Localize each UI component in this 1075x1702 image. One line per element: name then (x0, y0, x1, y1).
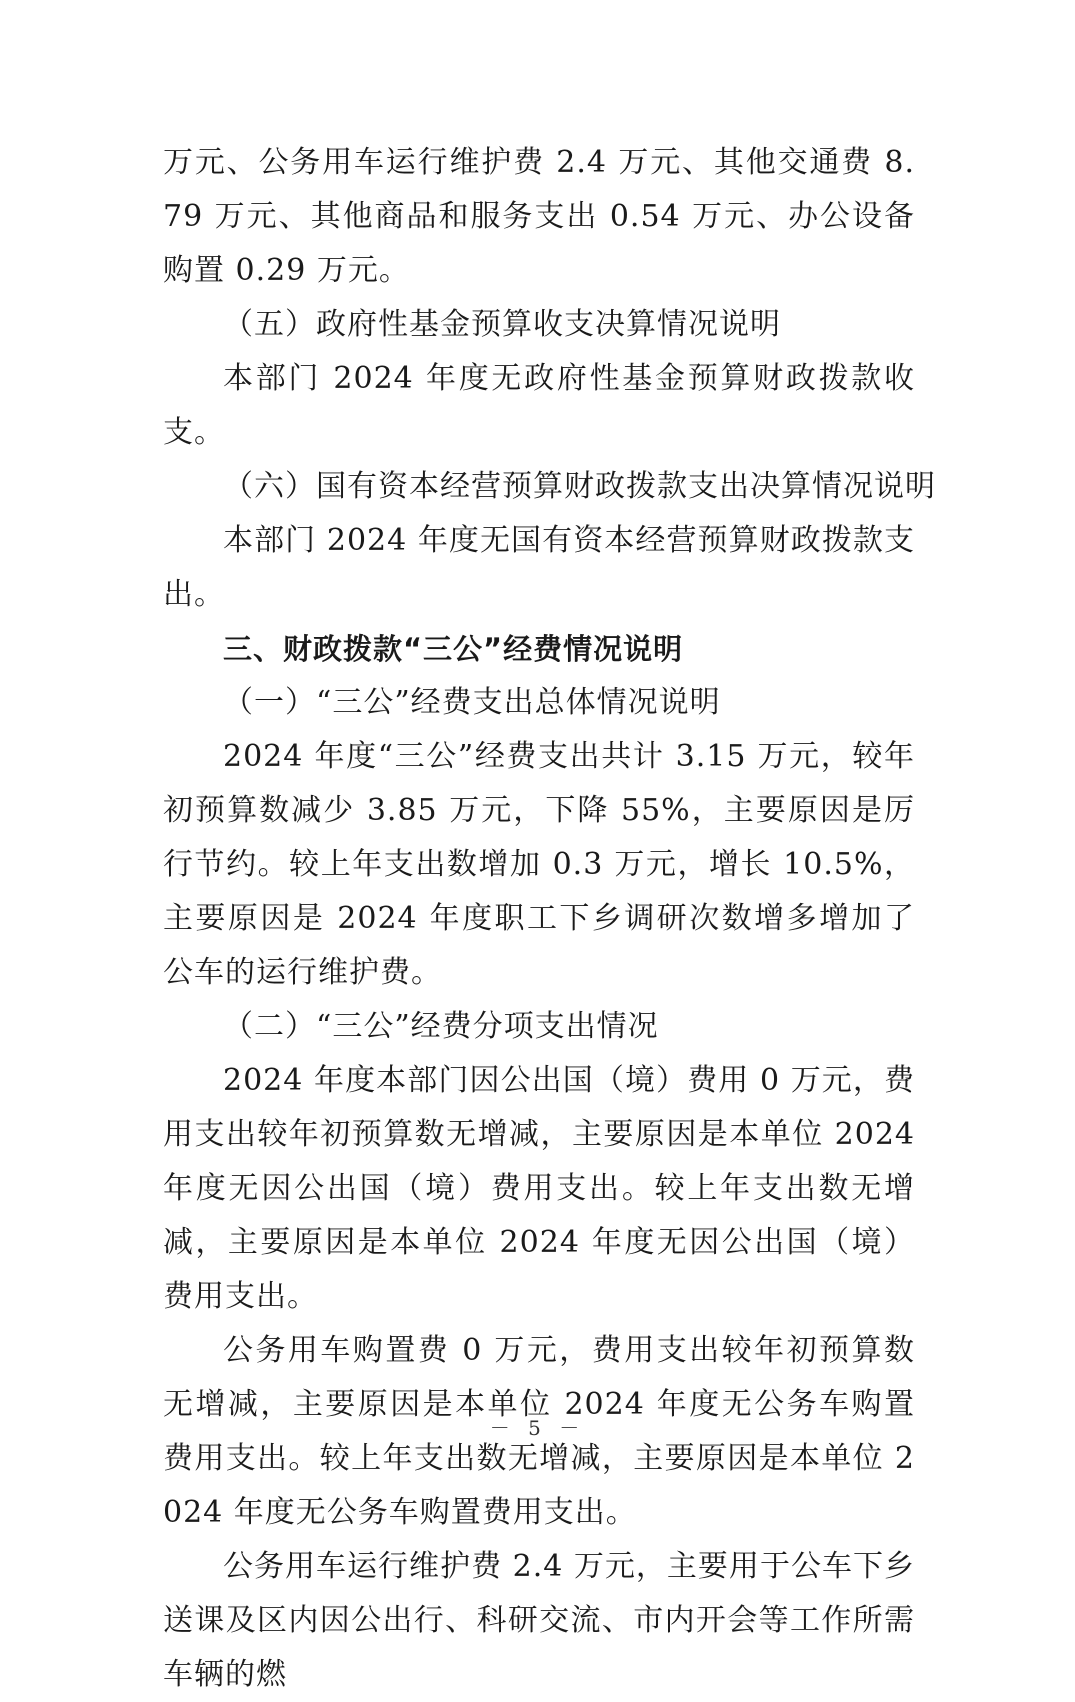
paragraph-government-fund-budget: 本部门 2024 年度无政府性基金预算财政拨款收支。 (163, 361, 915, 450)
paragraph-vehicle-maintenance: 公务用车运行维护费 2.4 万元，主要用于公车下乡送课及区内因公出行、科研交流、市内开会等工作所需车辆的燃 (163, 1549, 915, 1692)
page-number: － 5 － (489, 1416, 586, 1440)
subheading-state-capital-budget: （六）国有资本经营预算财政拨款支出决算情况说明 (223, 469, 936, 504)
subheading-government-fund-budget: （五）政府性基金预算收支决算情况说明 (223, 307, 781, 342)
section-heading-three-public-expenses: 三、财政拨款“三公”经费情况说明 (223, 632, 684, 666)
document-body (163, 136, 936, 1702)
paragraph-continued-expenses: 万元、公务用车运行维护费 2.4 万元、其他交通费 8.79 万元、其他商品和服务支出 0.54 万元、办公设备购置 0.29 万元。 (163, 145, 915, 288)
paragraph-three-public-overall: 2024 年度“三公”经费支出共计 3.15 万元，较年初预算数减少 3.85 万元，下降 55%，主要原因是厉行节约。较上年支出数增加 0.3 万元，增长 10.5%，主要原因是 2024 年度职工下乡调研次数增多增加了公车的运行维护费。 (163, 739, 915, 990)
subheading-three-public-itemized: （二）“三公”经费分项支出情况 (223, 1009, 659, 1044)
subheading-three-public-overall: （一）“三公”经费支出总体情况说明 (223, 685, 721, 720)
paragraph-state-capital-budget: 本部门 2024 年度无国有资本经营预算财政拨款支出。 (163, 523, 915, 612)
paragraph-vehicle-purchase: 公务用车购置费 0 万元，费用支出较年初预算数无增减，主要原因是本单位 2024 年度无公务车购置费用支出。较上年支出数无增减，主要原因是本单位 2024 年度无公务车购置费用支出。 (163, 1333, 915, 1530)
paragraph-overseas-travel: 2024 年度本部门因公出国（境）费用 0 万元，费用支出较年初预算数无增减，主要原因是本单位 2024 年度无因公出国（境）费用支出。较上年支出数无增减，主要原因是本单位 2024 年度无因公出国（境）费用支出。 (163, 1063, 915, 1314)
